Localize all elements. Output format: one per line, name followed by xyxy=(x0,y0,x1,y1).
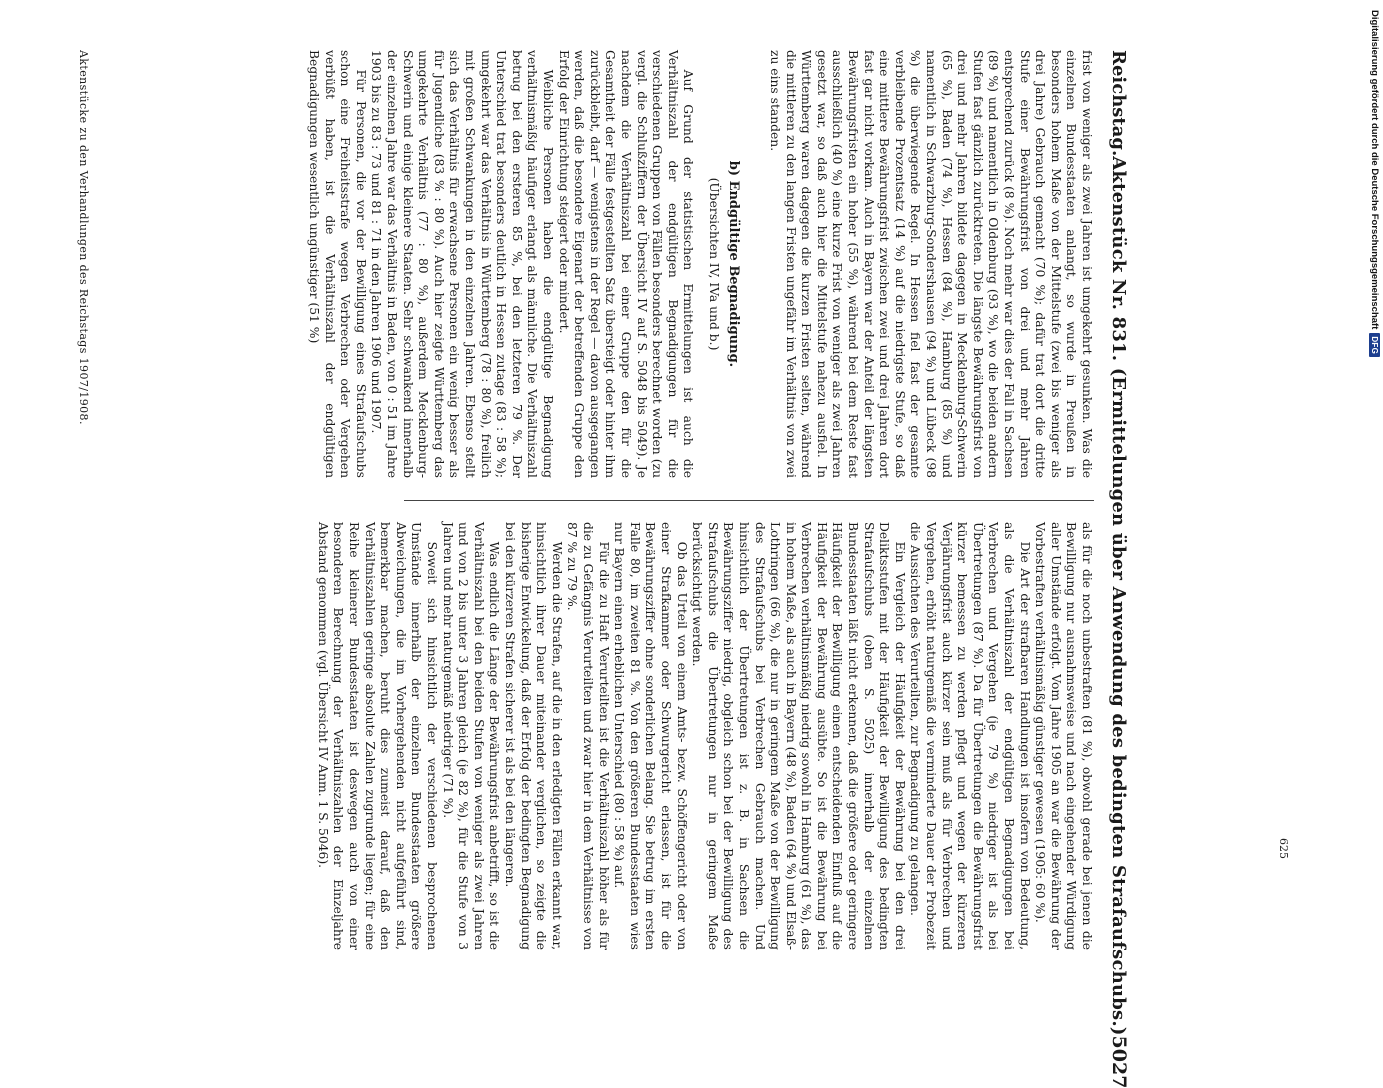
header-left: Reichstag. xyxy=(1108,50,1129,157)
paragraph: Die Art der strafbaren Handlungen ist insofern von Bedeutung, als die Verhältniszahl der endgültigen Begnadigungen bei Verbrechen und Vergehen (je 79 %) niedriger ist als bei Übertretungen (87 %). Da für Übertretungen die Bewährungsfrist kürzer bemessen zu werden pflegt und wegen der kürzeren Verjährungsfrist auch kürzer sein muß als für Verbrechen und Vergehen, erhöht naturgemäß die verminderte Dauer der Probezeit die Aussichten des Verurteilten, zur Begnadigung zu gelangen. xyxy=(908,522,1032,950)
folio-number: 625 xyxy=(1277,838,1290,859)
text-columns xyxy=(307,50,1094,950)
page-number: 5027 xyxy=(1108,1035,1130,1088)
left-column xyxy=(307,50,1094,478)
section-subheading: (Übersichten IV, IVa und b.) xyxy=(706,177,721,351)
paragraph: Auf Grund der statistischen Ermittelungen ist auch die Verhältniszahl der endgültigen Begnadigungen für die verschiedenen Gruppen von Fällen besonders berechnet worden (zu vergl. die Schlußziffern der Übersicht IV auf S. 5048 bis 5049). Je nachdem die Verhältniszahl bei einer Gruppe den für die Gesamtheit der Fälle festgestellten Satz übersteigt oder hinter ihm zurückbleibt, darf — wenigstens in der Regel — davon ausgegangen werden, daß die besondere Eigenart der betreffenden Gruppe den Erfolg der Einrichtung steigert oder mindert. xyxy=(556,50,696,478)
paragraph: Soweit sich hinsichtlich der verschiedenen besprochenen Umstände innerhalb der einzelnen Bundesstaaten größere Abweichungen, die im Vorhergehenden nicht aufgeführt sind, bemerkbar machen, beruht dies zumeist darauf, daß den Verhältniszahlen geringe absolute Zahlen zugrunde liegen; für eine Reihe kleinerer Bundesstaaten ist deswegen auch von einer besonderen Berechnung der Verhältniszahlen der Einzeljahre Abstand genommen (vgl. Übersicht IV Anm. 1 S. 5046). xyxy=(315,522,440,950)
paragraph: Für die zu Haft Verurteilten ist die Verhältniszahl höher als für die zu Gefängnis Verurteilten und zwar hier in dem Verhältnisse von 87 % zu 79 %. xyxy=(565,522,611,950)
paragraph: als für die noch unbestraften (81 %), obwohl gerade bei jenen die Bewilligung nur ausnahmsweise und nach eingehender Würdigung aller Umstände erfolgt. Vom Jahre 1905 an war die Bewährung der Vorbestraften verhältnismäßig günstiger gewesen (1905: 60 %). xyxy=(1033,522,1094,950)
paragraph: frist von weniger als zwei Jahren ist umgekehrt gesunken. Was die einzelnen Bundesstaaten anlangt, so wurde in Preußen in besonders hohem Maße von der Mittelstufe (zwei bis weniger als drei Jahre) Gebrauch gemacht (70 %); dafür trat dort die dritte Stufe einer Bewährungsfrist von drei und mehr Jahren entsprechend zurück (8 %). Noch mehr war dies der Fall in Sachsen (89 %) und namentlich in Oldenburg (93 %), wo die beiden andern Stufen fast gänzlich zurücktreten. Die längste Bewährungsfrist von drei und mehr Jahren bildete dagegen in Mecklenburg-Schwerin (65 %), Baden (74 %), Hessen (84 %), Hamburg (85 %) und namentlich in Schwarzburg-Sondershausen (94 %) und Lübeck (98 %) die überwiegende Regel. In Hessen fiel fast der gesamte verbleibende Prozentsatz (14 %) auf die niedrigste Stufe, so daß eine mittlere Bewährungsfrist zwischen zwei und drei Jahren dort fast gar nicht vorkam. Auch in Bayern war der Anteil der längsten Bewährungsfristen ein hoher (55 %), während bei dem Reste fast ausschließlich (40 %) eine kurze Frist von weniger als zwei Jahren gesetzt war, so daß auch hier die Mittelstufe nahezu ausfiel. In Württemberg waren dagegen die kurzen Fristen selten, während die mittleren zu den langen Fristen ungefähr im Verhältnis von zwei zu eins standen. xyxy=(768,50,1094,478)
rotated-print-area xyxy=(70,50,1130,1088)
footer-source: Aktenstücke zu den Verhandlungen des Reichstags 1907/1908. xyxy=(77,50,90,425)
page-footer xyxy=(70,50,90,950)
paragraph: Ob das Urteil von einem Amts- bezw. Schöffengericht oder von einer Strafkammer oder Schwurgericht erlassen, ist für die Bewährungsziffer ohne sonderlichen Belang. Sie betrug im ersten Falle 80, im zweiten 81 %. Von den größeren Bundesstaaten wies nur Bayern einen erheblichen Unterschied (80 : 58 %) auf. xyxy=(612,522,689,950)
paragraph: Weibliche Personen haben die endgültige Begnadigung verhältnismäßig häufiger erlangt als männliche. Die Verhältniszahl betrug bei den ersteren 85 %, bei den letzteren 79 %. Der Unterschied trat besonders deutlich in Hessen zutage (83 : 58 %); umgekehrt war das Verhältnis in Württemberg (78 : 80 %), freilich mit großen Schwankungen in den einzelnen Jahren. Ebenso stellt sich das Verhältnis für erwachsene Personen ein wenig besser als für Jugendliche (83 % : 80 %). Auch hier zeigte Württemberg das umgekehrte Verhältnis (77 : 80 %), außerdem Mecklenburg-Schwerin und einige kleinere Staaten. Sehr schwankend innerhalb der einzelnen Jahre war das Verhältnis in Baden, von 0 : 51 im Jahre 1903 bis zu 83 : 73 und 81 : 71 in den Jahren 1906 und 1907. xyxy=(369,50,555,478)
paragraph: Werden die Strafen, auf die in den erledigten Fällen erkannt war, hinsichtlich ihrer Dauer miteinander verglichen, so zeigte die bisherige Entwickelung, daß der Erfolg der bedingten Begnadigung bei den kürzeren Strafen sicherer ist als bei den längeren. xyxy=(503,522,564,950)
paragraph: Für Personen, die vor der Bewilligung eines Strafaufschubs schon eine Freiheitsstrafe wegen Verbrechen oder Vergehen verbüßt haben, ist die Verhältniszahl der endgültigen Begnadigungen wesentlich ungünstiger (51 %) xyxy=(307,50,368,478)
paragraph: Ein Vergleich der Häufigkeit der Bewährung bei den drei Deliktsstufen mit der Häufigkeit der Bewilligung des bedingten Strafaufschubs (oben S. 5025) innerhalb der einzelnen Bundesstaaten läßt nicht erkennen, daß die größere oder geringere Häufigkeit der Bewilligung einen entscheidenden Einfluß auf die Häufigkeit der Bewährung ausübte. So ist die Bewährung bei Verbrechen verhältnismäßig niedrig sowohl in Hamburg (61 %), das in hohem Maße, als auch in Bayern (48 %), Baden (64 %) und Elsaß-Lothringen (66 %), die nur in geringem Maße von der Bewilligung des Strafaufschubs bei Verbrechen Gebrauch machen. Und hinsichtlich der Übertretungen ist z. B. in Sachsen die Bewährungsziffer niedrig, obgleich schon bei der Bewilligung des Strafaufschubs die Übertretungen nur in geringem Maße berücksichtigt werden. xyxy=(690,522,907,950)
column-divider xyxy=(404,500,1094,501)
section-heading: b) Endgültige Begnadigung. xyxy=(725,160,741,368)
right-column xyxy=(315,522,1094,950)
paragraph: Was endlich die Länge der Bewährungsfrist anbetrifft, so ist die Verhältniszahl bei den beiden Stufen von weniger als zwei Jahren und von 2 bis unter 3 Jahren gleich (je 82 %), für die Stufe von 3 Jahren und mehr naturgemäß niedriger (71 %). xyxy=(440,522,502,950)
running-head xyxy=(1098,50,1130,1088)
digitization-note xyxy=(1369,10,1380,357)
dfg-logo-icon: DFG xyxy=(1369,333,1380,357)
dfg-note-text: Digitalisierung gefördert durch die Deutsche Forschungsgemeinschaft xyxy=(1369,10,1380,330)
header-title: Aktenstück Nr. 831. (Ermittelungen über Anwendung des bedingten Strafaufschubs.) xyxy=(1108,156,1129,1036)
